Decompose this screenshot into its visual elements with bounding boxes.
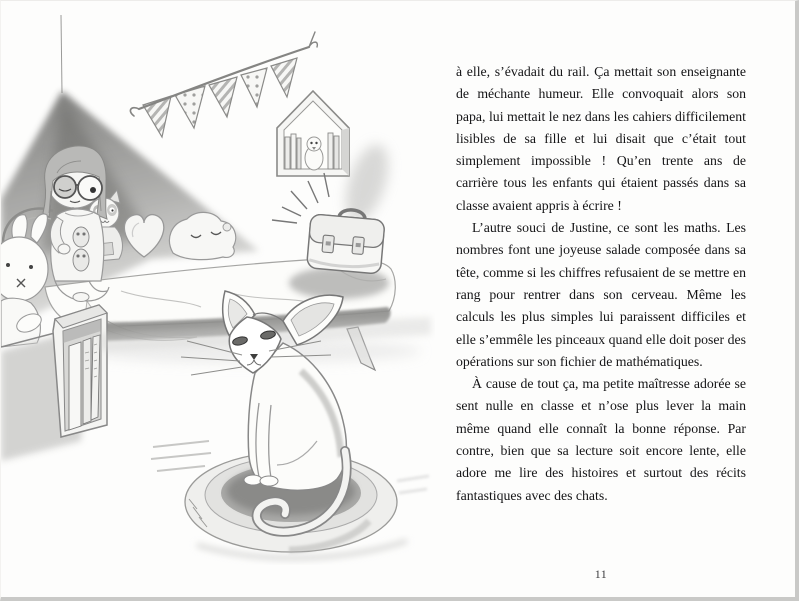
cube-books — [69, 335, 100, 430]
bird-figurine — [305, 137, 323, 170]
illustration-page — [1, 1, 435, 597]
paragraph: À cause de tout ça, ma petite maîtresse adorée se sent nulle en classe et n’ose plus lever la main même quand elle connaît la bonne réponse. Par contre, bien que sa lecture soit encore lente, elle adore me lire des histoires et surtout des récits fantastiques avec des chats. — [456, 376, 746, 503]
paragraph: L’autre souci de Justine, ce sont les maths. Les nombres font une joyeuse salade composée dans sa tête, comme si les chiffres refusaient de se mettre en rang pour rentrer dans son cerveau. Même les calculs les plus simples lui paraissent difficiles et elle s’emmêle les pinceaux quand elle doit poser des opérations sur son fichier de mathématiques. — [456, 220, 746, 369]
page-number: 11 — [594, 567, 608, 581]
paragraph: à elle, s’évadait du rail. Ça mettait son enseignante de méchante humeur. Elle convoquait alors son papa, lui mettait le nez dans les cahiers difficilement lisibles de sa fille et lui disait que c’était tout simplement impossible ! Qu’en trente ans de carrière tous les enfants qui étaient passés dans sa classe avaient appris à écrire ! — [456, 64, 746, 213]
house-shelf — [277, 91, 396, 227]
text-page — [456, 61, 746, 507]
bedroom-illustration — [1, 1, 435, 597]
